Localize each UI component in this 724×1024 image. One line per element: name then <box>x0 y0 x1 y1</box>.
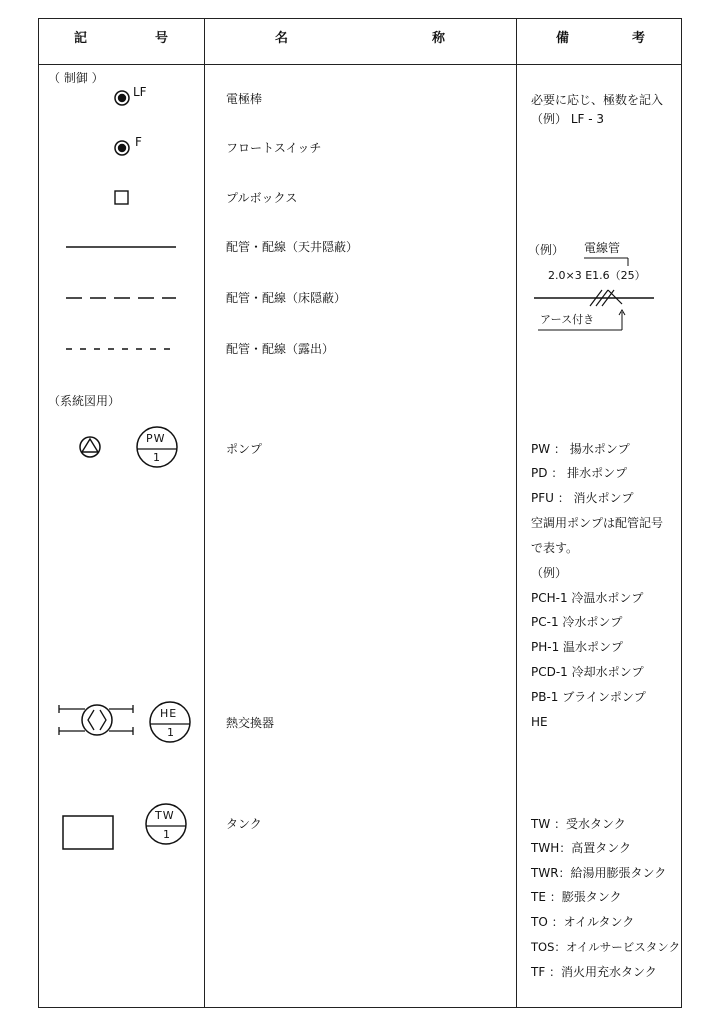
pump-tag-bottom: 1 <box>153 451 160 464</box>
pump-remark-6: （例） <box>531 566 568 580</box>
tank-tag-bottom: 1 <box>163 828 170 841</box>
heat-exchanger-tag-top: HE <box>160 707 178 720</box>
heat-exchanger-symbol-icon <box>57 702 137 742</box>
heat-exchanger-tag-bottom: 1 <box>167 726 174 739</box>
tank-remark-3: TWR：給湯用膨張タンク <box>531 866 667 880</box>
wiring-example-diagram-icon <box>520 244 660 334</box>
header-remarks-b: 考 <box>632 31 646 46</box>
pump-remark-1: PW ： 揚水ポンプ <box>531 442 630 456</box>
electrode-symbol-icon <box>112 88 132 108</box>
header-symbol-a: 記 <box>74 31 88 46</box>
column-divider-2 <box>516 18 517 1008</box>
header-name-b: 称 <box>432 31 446 46</box>
wiring-example-spec: 2.0×3 E1.6（25） <box>548 269 646 282</box>
tank-tag-top: TW <box>155 809 175 822</box>
wiring-ceiling-name: 配管・配線（天井隠蔽） <box>226 240 359 254</box>
float-switch-symbol-icon <box>112 138 132 158</box>
pump-remark-9: PH-1 温水ポンプ <box>531 640 624 654</box>
pump-remark-7: PCH-1 冷温水ポンプ <box>531 591 644 605</box>
column-divider-1 <box>204 18 205 1008</box>
pump-remark-5: で表す。 <box>531 541 579 555</box>
wiring-floor-name: 配管・配線（床隠蔽） <box>226 291 347 305</box>
wiring-exposed-name: 配管・配線（露出） <box>226 342 335 356</box>
tank-remark-1: TW ：受水タンク <box>531 817 626 831</box>
electrode-symbol-label: LF <box>133 85 147 99</box>
pump-name: ポンプ <box>226 442 263 456</box>
legend-table <box>38 18 682 1008</box>
pump-symbol-icon <box>78 435 102 459</box>
pump-remark-2: PD ： 排水ポンプ <box>531 466 628 480</box>
short-dashed-line-symbol-icon <box>66 347 178 351</box>
pump-remark-3: PFU ： 消火ポンプ <box>531 491 634 505</box>
tank-symbol-icon <box>62 815 116 853</box>
pull-box-symbol-icon <box>114 190 130 206</box>
float-switch-symbol-label: F <box>135 135 142 149</box>
dashed-line-symbol-icon <box>66 296 178 300</box>
heat-exchanger-remark: HE <box>531 715 548 729</box>
wiring-example-label: （例） <box>528 243 565 257</box>
wiring-example-conduit: 電線管 <box>584 241 621 255</box>
pump-remark-8: PC-1 冷水ポンプ <box>531 615 623 629</box>
header-symbol-b: 号 <box>155 31 169 46</box>
tank-remark-2: TWH：高置タンク <box>531 841 631 855</box>
section-system: （系統図用） <box>48 394 121 408</box>
heat-exchanger-name: 熱交換器 <box>226 716 275 730</box>
wiring-example-earth: アース付き <box>540 313 595 326</box>
electrode-name: 電極棒 <box>226 92 263 106</box>
pump-remark-11: PB-1 ブラインポンプ <box>531 690 646 704</box>
tank-remark-7: TF ：消火用充水タンク <box>531 965 657 979</box>
header-name-a: 名 <box>275 31 289 46</box>
section-control: （ 制御 ） <box>48 71 104 85</box>
tank-name: タンク <box>226 817 262 831</box>
pump-remark-10: PCD-1 冷却水ポンプ <box>531 665 644 679</box>
tank-remark-5: TO ：オイルタンク <box>531 915 635 929</box>
tank-remark-4: TE ：膨張タンク <box>531 890 622 904</box>
header-divider <box>38 64 682 65</box>
header-remarks-a: 備 <box>556 31 570 46</box>
tank-remark-6: TOS：オイルサービスタンク <box>531 940 681 954</box>
pump-remark-4: 空調用ポンプは配管記号 <box>531 516 664 530</box>
electrode-remark-1: 必要に応じ、極数を記入 <box>531 93 664 107</box>
float-switch-name: フロートスイッチ <box>226 141 322 155</box>
solid-line-symbol-icon <box>66 245 178 249</box>
electrode-remark-2: （例） LF - 3 <box>531 112 604 126</box>
pull-box-name: プルボックス <box>226 191 298 205</box>
pump-tag-top: PW <box>146 432 166 445</box>
